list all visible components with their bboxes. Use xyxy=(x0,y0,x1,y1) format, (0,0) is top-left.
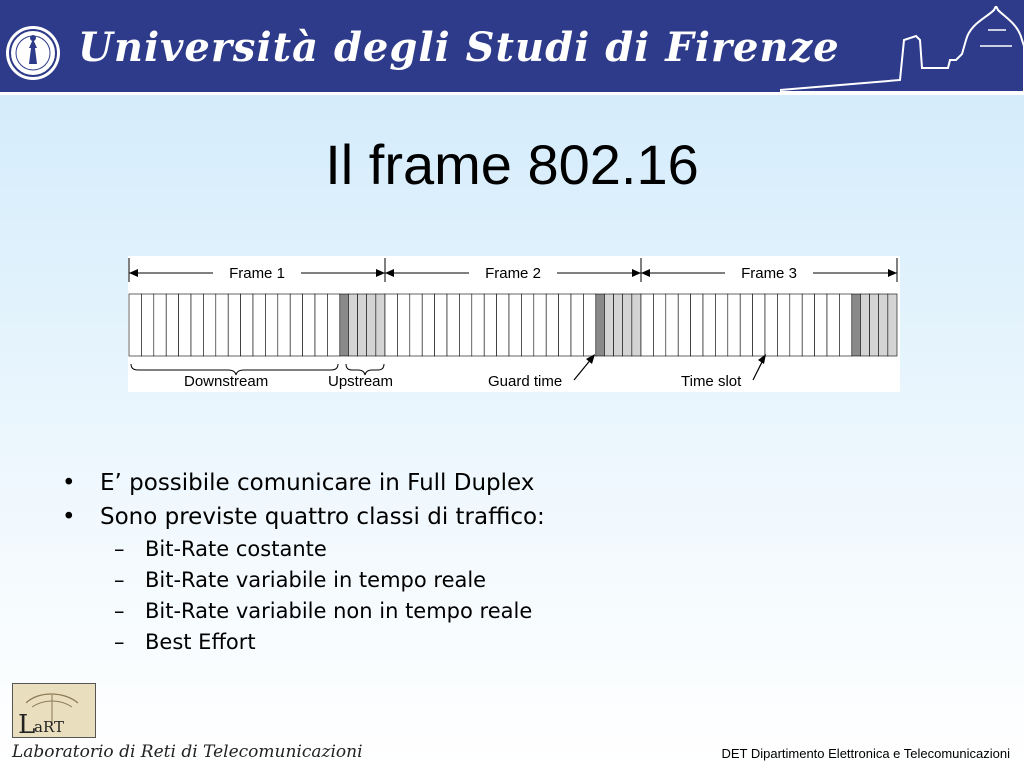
downstream-slot xyxy=(653,294,665,356)
guard-time-slot xyxy=(596,294,605,356)
downstream-slot xyxy=(777,294,789,356)
svg-text:L: L xyxy=(18,710,36,738)
upstream-slot xyxy=(367,294,376,356)
downstream-slot xyxy=(447,294,459,356)
upstream-slot xyxy=(632,294,641,356)
slide-title: Il frame 802.16 xyxy=(325,133,699,196)
downstream-slot xyxy=(740,294,752,356)
downstream-slot xyxy=(571,294,583,356)
downstream-slot xyxy=(385,294,397,356)
downstream-slot xyxy=(546,294,558,356)
upstream-slot xyxy=(860,294,869,356)
downstream-slot xyxy=(278,294,290,356)
downstream-slot xyxy=(678,294,690,356)
downstream-slot xyxy=(303,294,315,356)
downstream-slot xyxy=(290,294,302,356)
downstream-slot xyxy=(827,294,839,356)
header-banner xyxy=(0,0,1024,95)
upstream-slot xyxy=(879,294,888,356)
downstream-slot xyxy=(534,294,546,356)
downstream-slot xyxy=(228,294,240,356)
lab-name: Laboratorio di Reti di Telecomunicazioni xyxy=(12,742,363,762)
frame-label: Frame 2 xyxy=(485,265,541,282)
sub-bullet-text: Best Effort xyxy=(145,630,256,654)
frame-label: Frame 1 xyxy=(229,265,285,282)
lart-logo xyxy=(12,683,96,738)
sub-bullet-item xyxy=(62,534,762,565)
arrowhead xyxy=(129,269,138,277)
downstream-slot xyxy=(703,294,715,356)
arrowhead xyxy=(641,269,650,277)
downstream-slot xyxy=(509,294,521,356)
downstream-slot xyxy=(641,294,653,356)
arrowhead xyxy=(385,269,394,277)
downstream-slot xyxy=(815,294,827,356)
guard-time-slot xyxy=(852,294,861,356)
bullet-marker: • xyxy=(62,470,76,496)
florence-skyline-icon xyxy=(780,6,1024,92)
downstream-slot xyxy=(410,294,422,356)
upstream-slot xyxy=(623,294,632,356)
sub-bullet-item xyxy=(62,627,762,658)
downstream-slot xyxy=(154,294,166,356)
downstream-slot xyxy=(166,294,178,356)
arrowhead xyxy=(376,269,385,277)
downstream-slot xyxy=(472,294,484,356)
downstream-slot xyxy=(728,294,740,356)
downstream-slot xyxy=(191,294,203,356)
guard-time-label: Guard time xyxy=(488,373,563,390)
downstream-slot xyxy=(753,294,765,356)
downstream-slot xyxy=(559,294,571,356)
downstream-slot xyxy=(666,294,678,356)
downstream-slot xyxy=(129,294,141,356)
upstream-slot xyxy=(376,294,385,356)
bullet-text: E’ possibile comunicare in Full Duplex xyxy=(100,470,535,496)
upstream-label: Upstream xyxy=(328,373,394,390)
downstream-slot xyxy=(521,294,533,356)
upstream-slot xyxy=(358,294,367,356)
bullet-text: Sono previste quattro classi di traffico: xyxy=(100,504,545,530)
sub-bullet-marker: – xyxy=(114,568,125,592)
upstream-slot xyxy=(870,294,879,356)
downstream-slot xyxy=(497,294,509,356)
downstream-slot xyxy=(484,294,496,356)
university-seal-icon xyxy=(4,24,62,82)
downstream-slot xyxy=(141,294,153,356)
frame-label: Frame 3 xyxy=(741,265,797,282)
downstream-slot xyxy=(790,294,802,356)
downstream-slot xyxy=(327,294,339,356)
upstream-slot xyxy=(888,294,897,356)
guard-time-slot xyxy=(340,294,349,356)
downstream-label: Downstream xyxy=(184,373,269,390)
sub-bullet-item xyxy=(62,565,762,596)
sub-bullet-marker: – xyxy=(114,537,125,561)
upstream-slot xyxy=(348,294,357,356)
downstream-slot xyxy=(315,294,327,356)
arrowhead xyxy=(632,269,641,277)
upstream-slot xyxy=(604,294,613,356)
downstream-slot xyxy=(459,294,471,356)
sub-bullet-text: Bit-Rate variabile non in tempo reale xyxy=(145,599,533,623)
downstream-slot xyxy=(839,294,851,356)
downstream-slot xyxy=(691,294,703,356)
svg-text:aRT: aRT xyxy=(34,718,64,736)
bullet-list xyxy=(62,466,762,658)
downstream-slot xyxy=(802,294,814,356)
downstream-slot xyxy=(422,294,434,356)
downstream-slot xyxy=(715,294,727,356)
downstream-slot xyxy=(435,294,447,356)
downstream-slot xyxy=(216,294,228,356)
department-name: DET Dipartimento Elettronica e Telecomunicazioni xyxy=(721,746,1010,761)
downstream-slot xyxy=(397,294,409,356)
university-name: Università degli Studi di Firenze xyxy=(78,24,840,71)
frame-diagram xyxy=(128,256,900,392)
downstream-slot xyxy=(203,294,215,356)
downstream-slot xyxy=(265,294,277,356)
bullet-item xyxy=(62,466,762,500)
bullet-marker: • xyxy=(62,504,76,530)
sub-bullet-marker: – xyxy=(114,599,125,623)
upstream-slot xyxy=(614,294,623,356)
arrowhead xyxy=(888,269,897,277)
sub-bullet-item xyxy=(62,596,762,627)
downstream-slot xyxy=(765,294,777,356)
downstream-slot xyxy=(241,294,253,356)
sub-bullet-marker: – xyxy=(114,630,125,654)
downstream-slot xyxy=(179,294,191,356)
sub-bullet-text: Bit-Rate variabile in tempo reale xyxy=(145,568,487,592)
bullet-item xyxy=(62,500,762,534)
downstream-slot xyxy=(583,294,595,356)
sub-bullet-text: Bit-Rate costante xyxy=(145,537,327,561)
downstream-slot xyxy=(253,294,265,356)
time-slot-label: Time slot xyxy=(681,373,742,390)
